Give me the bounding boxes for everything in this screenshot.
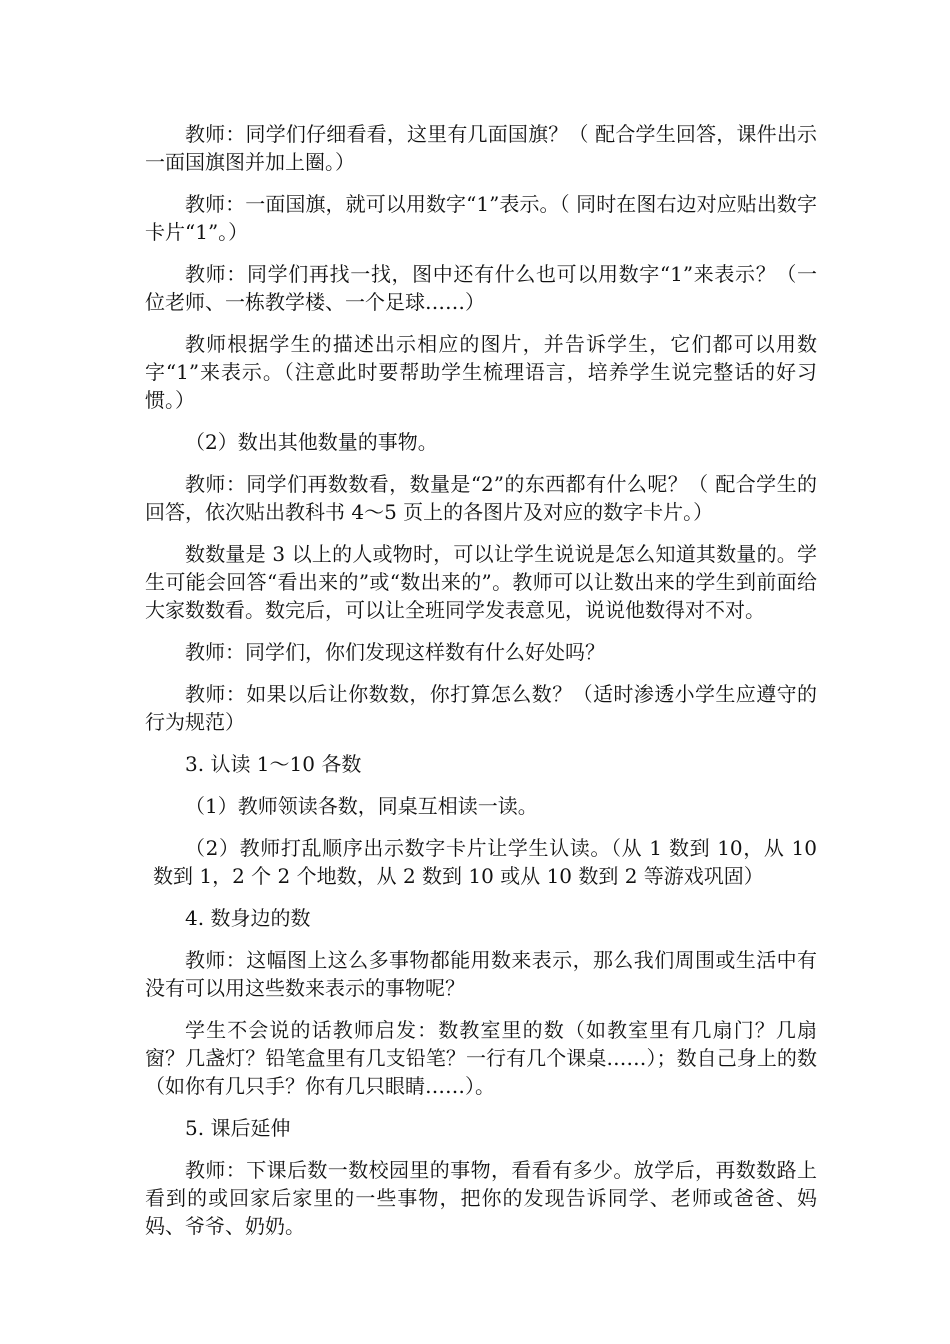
paragraph-benefit-question: 教师：同学们，你们发现这样数有什么好处吗？ xyxy=(185,640,605,664)
paragraph-count-two: 教师：同学们再数数看，数量是“2”的东西都有什么呢？（ 配合学生的回答，依次贴出教科书 4～5 页上的各图片及对应的数字卡片。） xyxy=(145,472,817,524)
paragraph-after-class: 教师：下课后数一数校园里的事物，看看有多少。放学后，再数数路上看到的或回家后家里的一些事物，把你的发现告诉同学、老师或爸爸、妈妈、爷爷、奶奶。 xyxy=(145,1158,817,1238)
paragraph-read-together: （1）教师领读各数，同桌互相读一读。 xyxy=(185,794,538,818)
section-4-heading: 4. 数身边的数 xyxy=(185,906,311,930)
paragraph-shuffle-cards: （2）教师打乱顺序出示数字卡片让学生认读。（从 1 数到 10，从 10 数到 1，2 个 2 个地数，从 2 数到 10 或从 10 数到 2 等游戏巩固） xyxy=(153,836,817,888)
paragraph-numbers-around: 教师：这幅图上这么多事物都能用数来表示，那么我们周围或生活中有没有可以用这些数来表示的事物呢？ xyxy=(145,948,817,1000)
paragraph-find-more: 教师：同学们再找一找，图中还有什么也可以用数字“1”来表示？（一位老师、一栋教学楼、一个足球……） xyxy=(145,262,817,314)
paragraph-flag-question: 教师：同学们仔细看看，这里有几面国旗？（ 配合学生回答，课件出示一面国旗图并加上圈。） xyxy=(145,122,817,174)
section-3-heading: 3. 认读 1～10 各数 xyxy=(185,752,362,776)
paragraph-count-more: 数数量是 3 以上的人或物时，可以让学生说说是怎么知道其数量的。学生可能会回答“看出来的”或“数出来的”。教师可以让数出来的学生到前面给大家数数看。数完后，可以让全班同学发表意见，说说他数得对不对。 xyxy=(145,542,817,622)
document-body xyxy=(145,120,817,1254)
paragraph-teacher-prompt: 学生不会说的话教师启发：数教室里的数（如教室里有几扇门？几扇窗？几盏灯？铅笔盒里有几支铅笔？一行有几个课桌……）；数自己身上的数（如你有几只手？你有几只眼睛……）。 xyxy=(145,1018,817,1098)
section-5-heading: 5. 课后延伸 xyxy=(185,1116,291,1140)
paragraph-step-2-heading: （2）数出其他数量的事物。 xyxy=(185,430,438,454)
paragraph-how-to-count: 教师：如果以后让你数数，你打算怎么数？（适时渗透小学生应遵守的行为规范） xyxy=(145,682,817,734)
paragraph-show-pictures: 教师根据学生的描述出示相应的图片，并告诉学生，它们都可以用数字“1”来表示。（注意此时要帮助学生梳理语言，培养学生说完整话的好习惯。） xyxy=(145,332,817,412)
paragraph-number-one: 教师：一面国旗，就可以用数字“1”表示。（ 同时在图右边对应贴出数字卡片“1”。） xyxy=(145,192,817,244)
